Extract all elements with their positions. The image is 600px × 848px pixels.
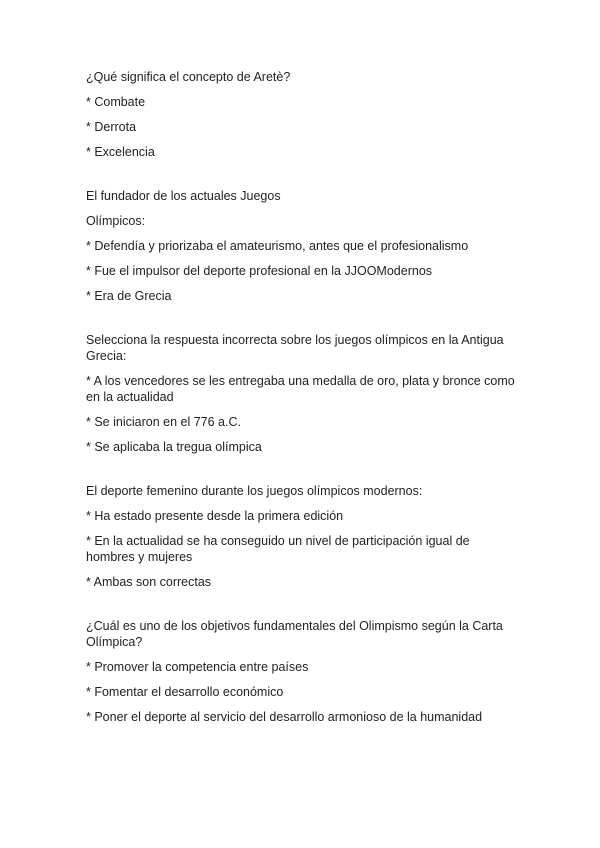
question-text: El deporte femenino durante los juegos olímpicos modernos: [86,484,423,498]
answer-option: * Fue el impulsor del deporte profesional en la JJOOModernos [86,264,433,278]
question-2 [86,188,518,304]
question-text: ¿Cuál es uno de los objetivos fundamentales del Olimpismo según la Carta Olímpica? [86,619,503,649]
answer-option: * Combate [86,95,146,109]
question-text: ¿Qué significa el concepto de Aretè? [86,70,291,84]
answer-option: * A los vencedores se les entregaba una medalla de oro, plata y bronce como en la actualidad [86,374,515,404]
answer-option: * Promover la competencia entre países [86,660,309,674]
document-page [86,69,518,753]
question-text: Olímpicos: [86,214,146,228]
question-5 [86,618,518,725]
answer-option: * Defendía y priorizaba el amateurismo, antes que el profesionalismo [86,239,469,253]
answer-option: * Derrota [86,120,137,134]
question-4 [86,483,518,590]
question-text: El fundador de los actuales Juegos [86,189,281,203]
answer-option: * Fomentar el desarrollo económico [86,685,284,699]
question-1 [86,69,518,160]
answer-option: * Excelencia [86,145,155,159]
answer-option: * Poner el deporte al servicio del desarrollo armonioso de la humanidad [86,710,483,724]
answer-option: * Se aplicaba la tregua olímpica [86,440,262,454]
answer-option: * Ambas son correctas [86,575,212,589]
answer-option: * En la actualidad se ha conseguido un nivel de participación igual de hombres y mujeres [86,534,470,564]
question-text: Selecciona la respuesta incorrecta sobre los juegos olímpicos en la Antigua Grecia: [86,333,504,363]
question-3 [86,332,518,455]
answer-option: * Era de Grecia [86,289,172,303]
answer-option: * Ha estado presente desde la primera edición [86,509,344,523]
answer-option: * Se iniciaron en el 776 a.C. [86,415,241,429]
